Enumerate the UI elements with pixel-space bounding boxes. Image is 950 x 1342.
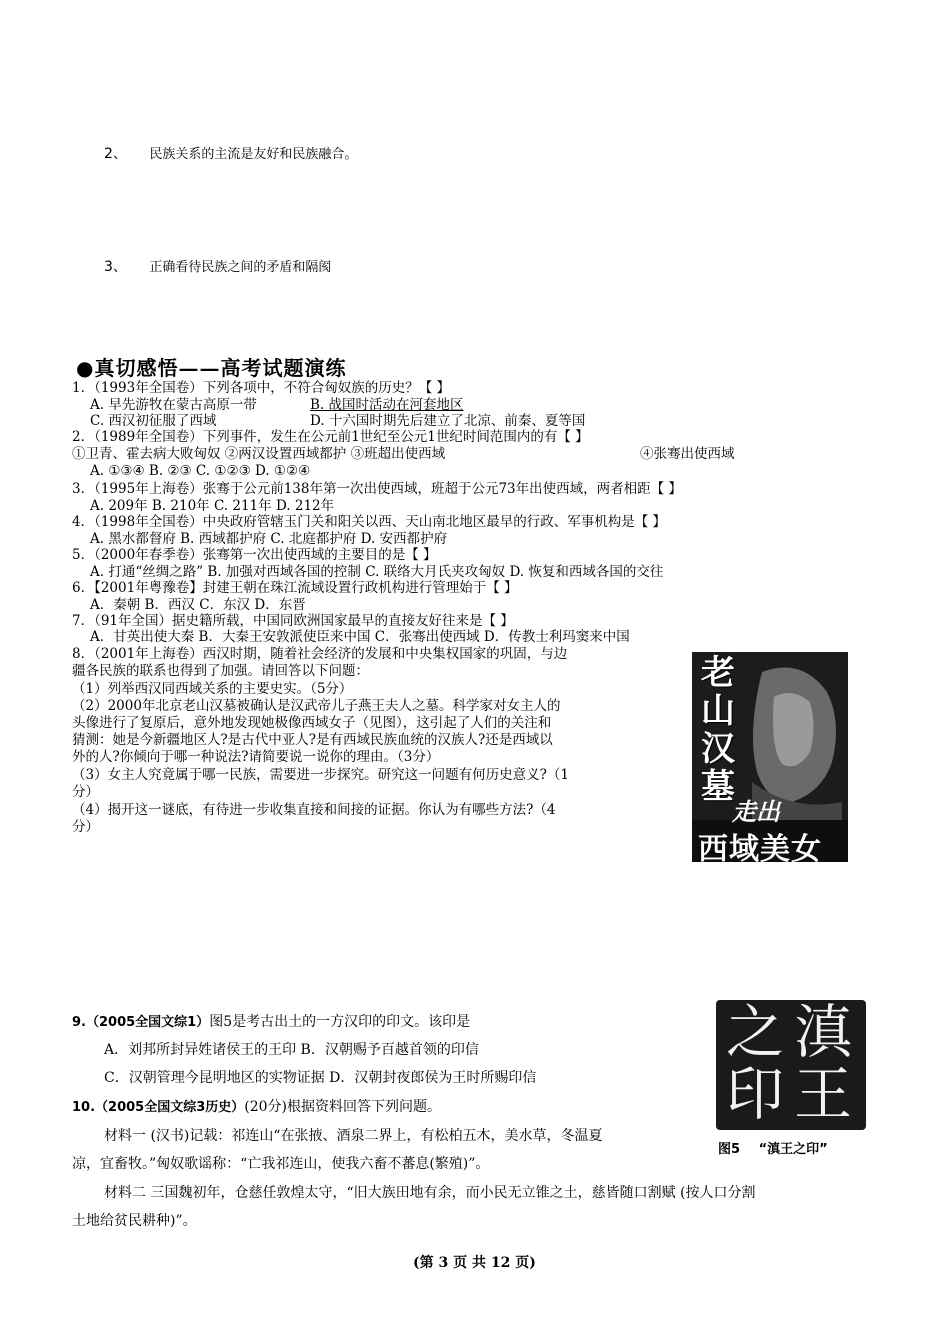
q8-sub2-line2: 头像进行了复原后，意外地发现她极像西域女子（见图），这引起了人们的关注和: [72, 715, 552, 731]
q8-sub3-line2: 分）: [72, 784, 99, 800]
q1-option-c: C. 西汉初征服了西域: [90, 413, 217, 429]
poster-image: [692, 652, 848, 862]
q2-items: ①卫青、霍去病大败匈奴 ②两汉设置西域都护 ③班超出使西域: [72, 446, 446, 462]
q8-sub4-line1: （4）揭开这一谜底，有待进一步收集直接和间接的证据。你认为有哪些方法?（4: [72, 802, 556, 818]
seal-char-1: 滇: [794, 998, 853, 1066]
q2-options: A. ①③④ B. ②③ C. ①②③ D. ①②④: [90, 463, 311, 479]
practice-title: ●真切感悟——高考试题演练: [76, 356, 347, 380]
q8-sub4-line2: 分）: [72, 819, 99, 835]
q8-stem-line1: 8．（2001年上海卷）西汉时期，随着社会经济的发展和中央集权国家的巩固，与边: [72, 646, 568, 662]
poster-bottom-title: 西域美女: [698, 832, 822, 862]
q10-source: 10.（2005全国文综3历史）: [72, 1100, 245, 1115]
q7-stem: 7．（91年全国）据史籍所载，中国同欧洲国家最早的直接友好往来是【 】: [72, 613, 514, 629]
q5-stem: 5．（2000年春季卷）张骞第一次出使西域的主要目的是【 】: [72, 547, 437, 563]
q8-stem-line2: 疆各民族的联系也得到了加强。请回答以下问题：: [72, 663, 369, 679]
q8-sub3-line1: （3）女主人究竟属于哪一民族，需要进一步探究。研究这一问题有何历史意义?（1: [72, 767, 569, 783]
section-3-number: 3、: [104, 259, 127, 275]
q5-options: A. 打通“丝绸之路” B. 加强对西域各国的控制 C. 联络大月氏夹攻匈奴 D. 恢复和西域各国的交往: [90, 564, 664, 580]
q9-stem: [72, 1008, 470, 1037]
seal-caption: [718, 1138, 828, 1157]
q4-options: A. 黑水都督府 B. 西域都护府 C. 北庭都护府 D. 安西都护府: [90, 531, 448, 547]
q10-material2-line1: 材料二 三国魏初年，仓慈任敦煌太守，“旧大族田地有余，而小民无立锥之土，慈皆随口割赋 (按人口分割: [104, 1185, 756, 1201]
q3-stem: 3．（1995年上海卷）张骞于公元前138年第一次出使西域，班超于公元73年出使西域，两者相距【 】: [72, 481, 682, 497]
q10-stem: [72, 1093, 441, 1122]
q10-text: (20分)根据资料回答下列问题。: [244, 1099, 442, 1115]
seal-caption-text: “滇王之印”: [758, 1142, 828, 1157]
q8-sub1: （1）列举西汉同西域关系的主要史实。（5分）: [72, 681, 353, 697]
seal-caption-fig: 图5: [718, 1142, 741, 1157]
q1-option-a: A. 早先游牧在蒙古高原一带: [90, 397, 257, 413]
q10-material1-line2: 凉，宜畜牧。”匈奴歌谣称：“亡我祁连山，使我六畜不蕃息(繁殖)”。: [72, 1156, 490, 1172]
poster-subtitle: 走出: [732, 798, 780, 826]
q8-sub2-line4: 外的人?你倾向于哪一种说法?请简要说一说你的理由。（3分）: [72, 749, 440, 765]
q9-options-row2: C．汉朝管理今昆明地区的实物证据 D．汉朝封夜郎侯为王时所赐印信: [104, 1070, 537, 1086]
q9-source: 9.（2005全国文综1）: [72, 1015, 210, 1030]
page-footer: (第 3 页 共 12 页): [413, 1255, 536, 1271]
section-2-text: 民族关系的主流是友好和民族融合。: [149, 147, 358, 162]
q9-options-row1: A．刘邦所封异姓诸侯王的王印 B．汉朝赐予百越首领的印信: [104, 1042, 479, 1058]
seal-figure: [716, 1000, 866, 1160]
q2-item-4: ④张骞出使西域: [640, 446, 735, 462]
q1-option-d: D. 十六国时期先后建立了北凉、前秦、夏等国: [310, 413, 586, 429]
q8-sub2-line1: （2）2000年北京老山汉墓被确认是汉武帝儿子燕王夫人之墓。科学家对女主人的: [72, 698, 561, 714]
poster-title-column: [696, 654, 740, 806]
seal-char-3: 之: [726, 998, 785, 1066]
q6-stem: 6．【2001年粤豫卷】封建王朝在珠江流域设置行政机构进行管理始于【 】: [72, 580, 518, 596]
q3-options: A. 209年 B. 210年 C. 211年 D. 212年: [90, 498, 335, 514]
section-2: [104, 143, 357, 163]
poster-char-1: 老: [701, 653, 735, 693]
seal-stamp: [716, 1000, 866, 1130]
poster-char-3: 汉: [701, 729, 735, 769]
q4-stem: 4．（1998年全国卷）中央政府管辖玉门关和阳关以西、天山南北地区最早的行政、军事机构是【 】: [72, 514, 666, 530]
q1-stem: 1．（1993年全国卷）下列各项中，不符合匈奴族的历史？【 】: [72, 380, 450, 396]
q9-text: 图5是考古出土的一方汉印的印文。该印是: [209, 1014, 471, 1030]
seal-char-2: 王: [794, 1060, 853, 1128]
poster-char-4: 墓: [701, 767, 735, 807]
q6-options: A．秦朝 B．西汉 C．东汉 D．东晋: [90, 597, 306, 613]
q8-sub2-line3: 猜测：她是今新疆地区人?是古代中亚人?是有西域民族血统的汉族人?还是西域以: [72, 732, 553, 748]
q2-stem: 2．（1989年全国卷）下列事件，发生在公元前1世纪至公元1世纪时间范围内的有【 】: [72, 429, 589, 445]
seal-char-4: 印: [726, 1060, 785, 1128]
section-3-text: 正确看待民族之间的矛盾和隔阂: [149, 260, 332, 275]
q10-material2-line2: 土地给贫民耕种)”。: [72, 1213, 197, 1229]
section-3: [104, 256, 331, 276]
q10-material1-line1: 材料一 (汉书)记载：祁连山“在张掖、酒泉二界上，有松柏五木，美水草，冬温夏: [104, 1128, 603, 1144]
poster-char-2: 山: [701, 691, 735, 731]
section-2-number: 2、: [104, 146, 127, 162]
q7-options: A．甘英出使大秦 B．大秦王安敦派使臣来中国 C．张骞出使西域 D．传教士利玛窦来中国: [90, 629, 630, 645]
q1-option-b: B. 战国时活动在河套地区: [310, 397, 464, 413]
